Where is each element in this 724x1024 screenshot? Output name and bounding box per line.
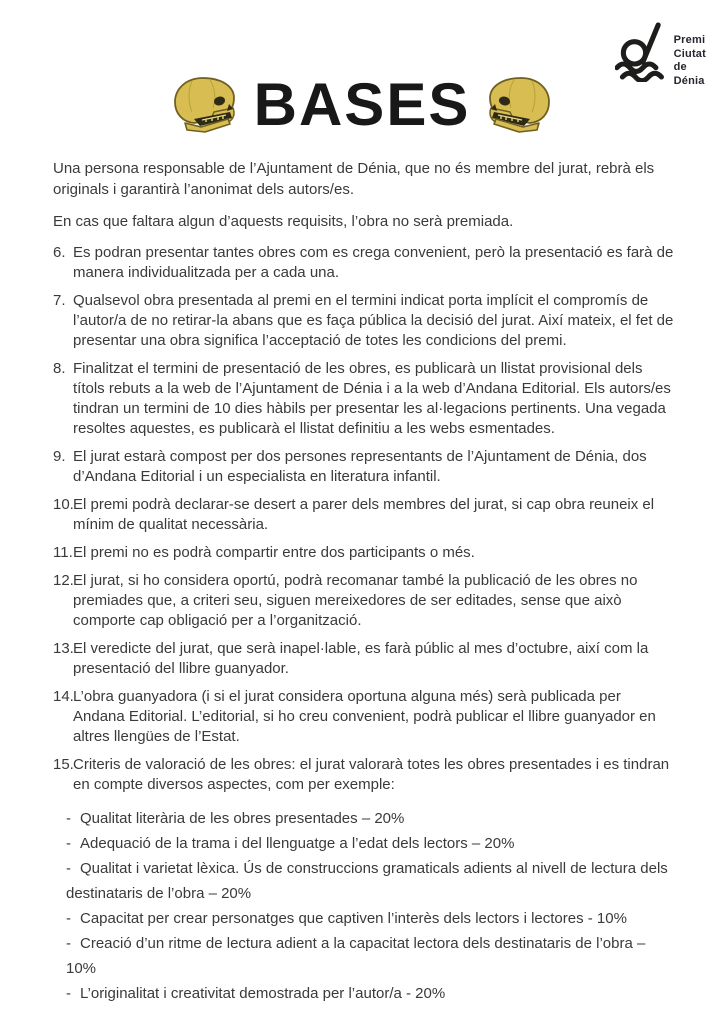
rule-text: El jurat estarà compost per dos persones representants de l’Ajuntament de Dénia, dos d’Andana Editorial i un especialista en literatura infantil. [73, 448, 647, 485]
criterion-item [66, 831, 675, 856]
valuation-criteria-list [66, 806, 675, 1006]
logo-line: Premi [673, 34, 706, 46]
rule-number: 12. [53, 572, 74, 589]
skull-icon [172, 76, 238, 134]
rule-item-7 [53, 291, 675, 351]
rule-item-6 [53, 243, 675, 283]
criterion-item [66, 806, 675, 831]
rule-text: El veredicte del jurat, que serà inapel·lable, es farà públic al mes d’octubre, així com la presentació del llibre guanyador. [73, 640, 649, 677]
rule-item-13 [53, 639, 675, 679]
denia-d-waves-icon [615, 20, 667, 82]
document-body [0, 134, 724, 1006]
criterion-item [66, 931, 675, 981]
rule-number: 15. [53, 756, 74, 773]
dash-bullet: - [66, 935, 71, 952]
dash-bullet: - [66, 835, 71, 852]
criterion-item [66, 906, 675, 931]
rule-item-12 [53, 571, 675, 631]
intro-paragraph: Una persona responsable de l’Ajuntament de Dénia, que no és membre del jurat, rebrà els originals i garantirà l’anonimat dels autors/es. [53, 160, 655, 198]
rule-number: 11. [53, 544, 73, 561]
criterion-item [66, 856, 675, 906]
premi-ciutat-denia-logo [615, 20, 706, 88]
dash-bullet: - [66, 860, 71, 877]
rule-number: 6. [53, 244, 66, 261]
rule-text: El jurat, si ho considera oportú, podrà recomanar també la publicació de les obres no premiades que, a criteri seu, siguen mereixedores de ser editades, sense que això comporte cap obligació per a l’organització. [73, 572, 638, 629]
rule-number: 13. [53, 640, 74, 657]
logo-line: Dénia [673, 74, 705, 87]
rule-number: 7. [53, 292, 66, 309]
intro-paragraph: En cas que faltara algun d’aquests requisits, l’obra no serà premiada. [53, 213, 514, 230]
criterion-text: L’originalitat i creativitat demostrada per l’autor/a - 20% [80, 985, 446, 1002]
dash-bullet: - [66, 910, 71, 927]
criterion-text: Capacitat per crear personatges que captiven l’interès dels lectors i lectores - 10% [80, 910, 627, 927]
criterion-text: Creació d’un ritme de lectura adient a la capacitat lectora dels destinataris de l’obra – 10% [66, 935, 646, 977]
rule-item-15 [53, 755, 675, 795]
rule-item-9 [53, 447, 675, 487]
rule-text: El premi podrà declarar-se desert a parer dels membres del jurat, si cap obra reuneix el mínim de qualitat necessària. [73, 496, 655, 533]
rule-text: Finalitzat el termini de presentació de les obres, es publicarà un llistat provisional dels títols rebuts a la web de l’Ajuntament de Dénia i a la web d’Andana Editorial. Els autors/es tindran un termini de 10 dies hàbils per presentar les al·legacions pertinents. Una vegada resoltes aquestes, es publicarà el llistat definitiu a les webs esmentades. [73, 360, 671, 437]
rule-item-8 [53, 359, 675, 439]
logo-line: Ciutat [673, 47, 706, 60]
rule-number: 14. [53, 688, 74, 705]
rule-text: El premi no es podrà compartir entre dos participants o més. [73, 544, 475, 561]
rule-item-11 [53, 543, 675, 563]
rule-number: 10. [53, 496, 74, 513]
rule-text: Es podran presentar tantes obres com es crega convenient, però la presentació es farà de manera individualitzada per a cada una. [73, 244, 674, 281]
rule-item-14 [53, 687, 675, 747]
criterion-text: Qualitat i varietat lèxica. Ús de construccions gramaticals adients al nivell de lectura dels destinataris de l’obra – 20% [66, 860, 668, 902]
skull-icon [486, 76, 552, 134]
logo-wordmark [674, 20, 706, 88]
criterion-item [66, 981, 675, 1006]
intro-paragraphs [53, 158, 675, 232]
rule-text: Qualsevol obra presentada al premi en el termini indicat porta implícit el compromís de l’autor/a de no retirar-la abans que es faça pública la decisió del jurat. Així mateix, el fet de presentar una obra significa l’acceptació de totes les condicions del premi. [73, 292, 674, 349]
dash-bullet: - [66, 810, 71, 827]
page-title: BASES [253, 71, 471, 138]
criterion-text: Adequació de la trama i del llenguatge a l’edat dels lectors – 20% [80, 835, 515, 852]
logo-line: de [673, 61, 687, 73]
dash-bullet: - [66, 985, 71, 1002]
rule-number: 9. [53, 448, 66, 465]
rule-text: L’obra guanyadora (i si el jurat considera oportuna alguna més) serà publicada per Andana Editorial. L’editorial, si ho creu convenient, podrà publicar el llibre guanyador en altres llengües de l’Estat. [73, 688, 656, 745]
rule-number: 8. [53, 360, 66, 377]
rule-text: Criteris de valoració de les obres: el jurat valorarà totes les obres presentades i es tindran en compte diversos aspectes, com per exemple: [73, 756, 670, 793]
rule-item-10 [53, 495, 675, 535]
rules-list [53, 243, 675, 795]
criterion-text: Qualitat literària de les obres presentades – 20% [80, 810, 405, 827]
